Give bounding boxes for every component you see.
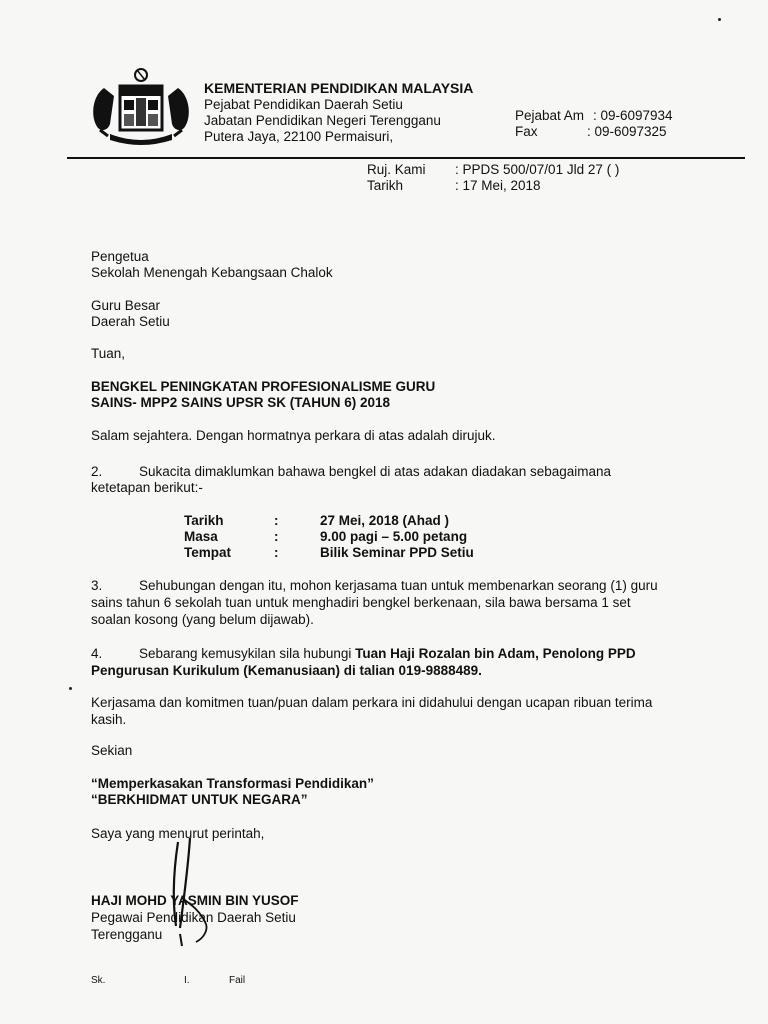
subject-line1: BENGKEL PENINGKATAN PROFESIONALISME GURU (91, 379, 436, 394)
signatory-name: HAJI MOHD YASMIN BIN YUSOF (91, 893, 299, 908)
paragraph-4-number: 4. (91, 646, 103, 661)
fax-label: Fax (515, 124, 538, 139)
salutation: Tuan, (91, 346, 126, 361)
recipient2-district: Daerah Setiu (91, 314, 170, 329)
reference-label: Ruj. Kami (367, 162, 426, 177)
scan-speck (718, 18, 721, 21)
date-label: Tarikh (367, 178, 404, 193)
date-value: : 17 Mei, 2018 (455, 178, 541, 193)
motto-line2: “BERKHIDMAT UNTUK NEGARA” (91, 792, 308, 807)
ministry-name: KEMENTERIAN PENDIDIKAN MALAYSIA (204, 80, 474, 96)
footer-fail: Fail (229, 975, 246, 986)
detail-date-label: Tarikh (184, 513, 224, 528)
recipient1-school: Sekolah Menengah Kebangsaan Chalok (91, 265, 333, 280)
detail-time-value: 9.00 pagi – 5.00 petang (320, 529, 468, 544)
motto-line1: “Memperkasakan Transformasi Pendidikan” (91, 776, 374, 791)
closing-yours: Saya yang menurut perintah, (91, 826, 265, 841)
letterhead-divider (67, 157, 745, 159)
office-address-line1: Pejabat Pendidikan Daerah Setiu (204, 97, 403, 112)
detail-date-value: 27 Mei, 2018 (Ahad ) (320, 513, 450, 528)
paragraph-4-plain: Sebarang kemusykilan sila hubungi (139, 646, 356, 661)
paragraph-2-number: 2. (91, 464, 103, 479)
closing-sekian: Sekian (91, 743, 133, 758)
office-address-line3: Putera Jaya, 22100 Permaisuri, (204, 129, 394, 144)
paragraph-1: Salam sejahtera. Dengan hormatnya perkara di atas adalah dirujuk. (91, 428, 496, 443)
phone-label: Pejabat Am (515, 108, 585, 123)
signatory-title: Pegawai Pendidikan Daerah Setiu (91, 910, 296, 925)
detail-venue-value: Bilik Seminar PPD Setiu (320, 545, 474, 560)
detail-venue-sep: : (274, 545, 279, 560)
footer-i: I. (184, 975, 190, 986)
recipient2-title: Guru Besar (91, 298, 161, 313)
scan-speck (69, 687, 72, 690)
subject-line2: SAINS- MPP2 SAINS UPSR SK (TAHUN 6) 2018 (91, 395, 391, 410)
paragraph-4-contact-name: Tuan Haji Rozalan bin Adam, Penolong PPD (355, 646, 636, 661)
office-address-line2: Jabatan Pendidikan Negeri Terengganu (204, 113, 441, 128)
paragraph-2-line2: ketetapan berikut:- (91, 480, 203, 495)
fax-value: : 09-6097325 (587, 124, 667, 139)
paragraph-3-number: 3. (91, 578, 103, 593)
detail-venue-label: Tempat (184, 545, 232, 560)
signatory-state: Terengganu (91, 927, 163, 942)
detail-time-label: Masa (184, 529, 218, 544)
paragraph-4-line1 (139, 646, 636, 662)
detail-time-sep: : (274, 529, 279, 544)
paragraph-5-line2: kasih. (91, 712, 127, 727)
detail-date-sep: : (274, 513, 279, 528)
malaysia-coat-of-arms-logo (88, 66, 194, 148)
phone-value: : 09-6097934 (593, 108, 673, 123)
footer-sk: Sk. (91, 975, 106, 986)
recipient1-title: Pengetua (91, 249, 149, 264)
paragraph-2-line1: Sukacita dimaklumkan bahawa bengkel di atas adakan diadakan sebagaimana (139, 464, 612, 479)
paragraph-3-line3: soalan kosong (yang belum dijawab). (91, 612, 314, 627)
reference-value: : PPDS 500/07/01 Jld 27 ( ) (455, 162, 620, 177)
paragraph-3-line2: sains tahun 6 sekolah tuan untuk menghadiri bengkel berkenaan, sila bawa bersama 1 set (91, 595, 631, 610)
paragraph-4-line2: Pengurusan Kurikulum (Kemanusiaan) di talian 019-9888489. (91, 663, 482, 678)
paragraph-5-line1: Kerjasama dan komitmen tuan/puan dalam perkara ini didahului dengan ucapan ribuan terima (91, 695, 653, 710)
paragraph-3-line1: Sehubungan dengan itu, mohon kerjasama tuan untuk membenarkan seorang (1) guru (139, 578, 658, 593)
